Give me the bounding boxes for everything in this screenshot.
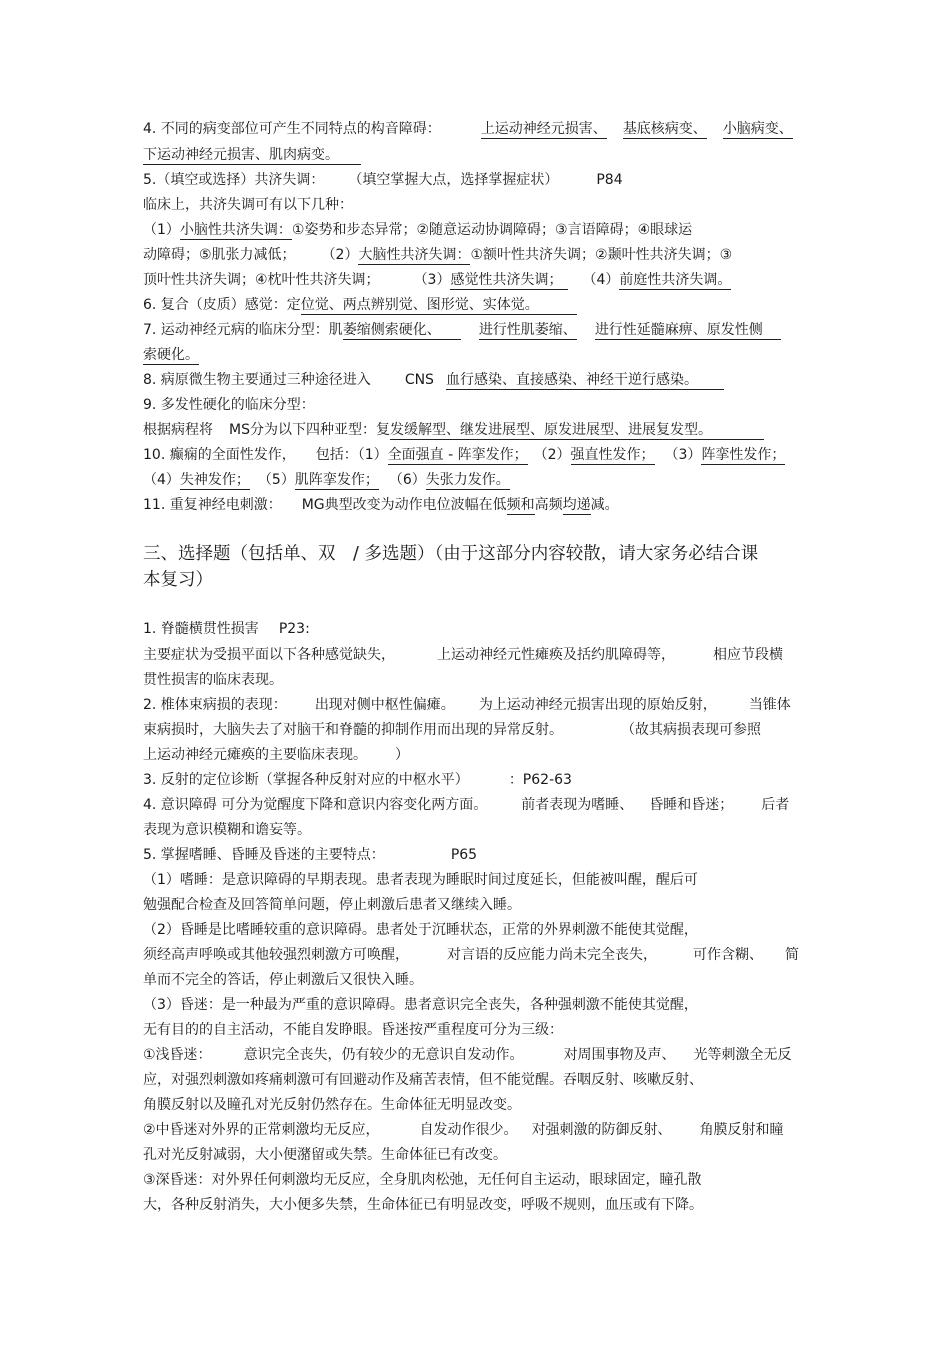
section3-text: ③深昏迷：对外界任何刺激均无反应，全身肌肉松弛，无任何自主运动，眼球固定，瞳孔散 (143, 1172, 702, 1188)
q7-answer-1: 萎缩侧索硬化、 (343, 322, 461, 340)
q6-text: 6. 复合（皮质）感觉：定 (143, 297, 301, 313)
section3-text: 对强刺激的防御反射、 (531, 1122, 672, 1138)
q8-cns: CNS (404, 372, 434, 388)
section3-line (143, 1045, 792, 1065)
q10-num-6: （6） (388, 472, 426, 488)
q9-line2 (143, 420, 764, 440)
q4-answer-1: 上运动神经元损害、 (480, 121, 607, 137)
q5-line5 (143, 270, 731, 290)
q5-line4 (143, 245, 732, 265)
q5-answer-3: 感觉性共济失调； (450, 272, 568, 290)
section3-line (143, 745, 409, 765)
section3-line (143, 820, 311, 840)
q8-line (143, 370, 724, 390)
section3-text: （故其病损表现可参照 (621, 722, 761, 738)
section3-text: 当锥体 (748, 697, 791, 713)
section3-line (143, 645, 783, 665)
section3-text: 勉强配合检查及回答简单问题，停止刺激后患者又继续入睡。 (143, 897, 521, 913)
section3-line (143, 770, 572, 790)
q10-answer-3: 阵挛性发作； (701, 447, 786, 463)
section3-line (143, 795, 789, 815)
section3-text: 孔对光反射减弱，大小便潴留或失禁。生命体征已有改变。 (143, 1147, 507, 1163)
section3-line (143, 1195, 703, 1215)
section3-text: 2. 椎体束病损的表现： (143, 697, 287, 713)
section3-text: 5. 掌握嗜睡、昏睡及昏迷的主要特点： (143, 847, 385, 863)
q10-answer-5: 肌阵挛发作； (294, 472, 379, 488)
q5-num-2: （2） (321, 247, 359, 263)
section3-text: ①浅昏迷： (143, 1047, 212, 1063)
q11-line (143, 495, 619, 515)
section3-text: 简 (785, 947, 799, 963)
section3-text: （2）昏睡是比嗜睡较重的意识障碍。患者处于沉睡状态，正常的外界刺激不能使其觉醒， (143, 922, 698, 938)
q9-line1 (143, 395, 315, 415)
q9-detail-a: 根据病程将 (143, 422, 213, 438)
section3-line (143, 845, 477, 865)
q4-answer-3: 小脑病变、 (722, 121, 793, 137)
section3-text: 光等刺激全无反 (693, 1047, 792, 1063)
section3-text: 须经高声呼唤或其他较强烈刺激方可唤醒， (143, 947, 409, 963)
q5-detail-3: ①额叶性共济失调；②颞叶性共济失调；③ (470, 247, 733, 263)
q5-note: （填空掌握大点，选择掌握症状） (348, 172, 559, 188)
section3-line (143, 995, 698, 1015)
q5-line2 (143, 195, 353, 215)
q4-answer-2: 基底核病变、 (622, 121, 707, 137)
section3-text: 贯性损害的临床表现。 (143, 672, 283, 688)
section3-text: 单而不完全的答话，停止刺激后又很快入睡。 (143, 972, 423, 988)
q5-text: 5.（填空或选择）共济失调： (143, 172, 325, 188)
section3-line (143, 1145, 507, 1165)
section3-text: 出现对侧中枢性偏瘫。 (314, 697, 455, 713)
section3-heading: 三、选择题（包括单、双 / 多选题）（由于这部分内容较散，请大家务必结合课 (143, 544, 759, 564)
section3-text: 自发动作很少。 (419, 1122, 518, 1138)
q10-detail: 包括：（1） (315, 447, 388, 463)
section3-text: 3. 反射的定位诊断（掌握各种反射对应的中枢水平） (143, 772, 469, 788)
section3-text: 上运动神经元瘫痪的主要临床表现。 (143, 747, 367, 763)
section3-line (143, 1170, 702, 1190)
section3-text: P65 (450, 847, 478, 863)
section3-text: ②中昏迷对外界的正常刺激均无反应， (143, 1122, 380, 1138)
section3-text: 表现为意识模糊和谵妄等。 (143, 822, 311, 838)
q9-detail-b: MS分为以下四种亚型：复 (229, 422, 390, 438)
section3-text: 束病损时，大脑失去了对脑干和脊髓的抑制作用而出现的异常反射。 (143, 722, 563, 738)
q10-line1 (143, 445, 785, 465)
section3-text: 1. 脊髓横贯性损害 (143, 621, 259, 637)
section3-text: 4. 意识障碍 可分为觉醒度下降和意识内容变化两方面。 (143, 797, 488, 813)
q5-page-ref: P84 (596, 172, 623, 188)
q10-num-3: （3） (664, 447, 702, 463)
section3-text: 对言语的反应能力尚未完全丧失， (447, 947, 657, 963)
section3-line (143, 1020, 563, 1040)
q7-answer-3: 进行性延髓麻痹、原发性侧 (595, 322, 781, 340)
q11-detail-2: 高频 (534, 497, 563, 513)
section3-line (143, 895, 521, 915)
q5-answer-4: 前庭性共济失调。 (619, 272, 732, 288)
q6-line (143, 295, 577, 315)
section3-text: 相应节段横 (713, 647, 783, 663)
q5-detail-2: 动障碍；⑤肌张力减低； (143, 247, 296, 263)
section3-text: 角膜反射和瞳 (699, 1122, 784, 1138)
q10-answer-1: 全面强直 - 阵挛发作； (387, 447, 528, 463)
q5-line1 (143, 170, 623, 190)
section3-line (143, 1070, 703, 1090)
q10-text: 10. 癫痫的全面性发作， (143, 447, 296, 463)
section3-text: 可作含糊、 (693, 947, 763, 963)
q10-line2 (143, 470, 510, 490)
section3-heading-cont: 本复习） (143, 570, 213, 590)
section3-text: P23: (278, 621, 310, 637)
q7-text: 7. 运动神经元病的临床分型：肌 (143, 322, 343, 338)
q7-answer-4: 索硬化。 (143, 347, 199, 363)
section3-text: ） (395, 747, 409, 763)
q10-num-4: （4） (143, 472, 180, 488)
section3-text: 对周围事物及声、 (563, 1047, 676, 1063)
q5-num-4: （4） (582, 272, 620, 288)
section3-text: 后者 (761, 797, 790, 813)
q5-intro: 临床上，共济失调可有以下几种： (143, 197, 353, 213)
q7-line2 (143, 345, 199, 365)
q4-text: 4. 不同的病变部位可产生不同特点的构音障碍： (143, 121, 441, 137)
section3-line (143, 870, 698, 890)
section3-text: （3）昏迷：是一种最为严重的意识障碍。患者意识完全丧失，各种强刺激不能使其觉醒， (143, 997, 698, 1013)
q4-line2 (143, 145, 361, 165)
q5-answer-2: 大脑性共济失调： (358, 247, 471, 263)
section3-line (143, 720, 761, 740)
q10-num-2: （2） (533, 447, 571, 463)
q10-num-5: （5） (257, 472, 295, 488)
q11-detail-3: 减。 (590, 497, 619, 513)
q10-answer-2: 强直性发作； (570, 447, 655, 463)
section3-text: （1）嗜睡：是意识障碍的早期表现。患者表现为睡眠时间过度延长，但能被叫醒，醒后可 (143, 872, 698, 888)
section3-line (143, 1120, 784, 1140)
section3-heading-line2 (143, 567, 213, 593)
section3-line (143, 920, 698, 940)
q5-num-1: （1） (143, 222, 180, 238)
q5-answer-1: 小脑性共济失调： (179, 222, 292, 238)
q11-text: 11. 重复神经电刺激： (143, 497, 282, 513)
section3-line (143, 1095, 521, 1115)
q8-text: 8. 病原微生物主要通过三种途径进入 (143, 372, 371, 388)
q7-line1 (143, 320, 781, 340)
q4-answer-4: 下运动神经元损害、肌肉病变。 (143, 147, 361, 165)
q5-line3 (143, 220, 692, 240)
section3-text: 应，对强烈刺激如疼痛刺激可有回避动作及痛苦表情，但不能觉醒。吞咽反射、咳嗽反射、 (143, 1072, 703, 1088)
section3-line (143, 619, 310, 639)
section3-text: 意识完全丧失，仍有较少的无意识自发动作。 (243, 1047, 524, 1063)
q10-answer-6: 失张力发作。 (425, 472, 510, 488)
q7-answer-2: 进行性肌萎缩、 (478, 322, 577, 338)
q9-answer: 发缓解型、继发进展型、原发进展型、进展复发型。 (390, 422, 764, 440)
q11-answer-1: 频和 (506, 497, 535, 513)
section3-line (143, 970, 423, 990)
section3-text: 前者表现为嗜睡、 (521, 797, 634, 813)
q11-answer-2: 均递 (562, 497, 591, 513)
section3-text: 无有目的的自主活动，不能自发睁眼。昏迷按严重程度可分为三级： (143, 1022, 563, 1038)
section3-line (143, 695, 791, 715)
section3-text: 角膜反射以及瞳孔对光反射仍然存在。生命体征无明显改变。 (143, 1097, 521, 1113)
q10-answer-4: 失神发作； (179, 472, 250, 488)
q4-line1 (143, 119, 793, 139)
q5-num-3: （3） (413, 272, 451, 288)
section3-text: ：P62-63 (508, 772, 572, 788)
q8-answer: 血行感染、直接感染、神经干逆行感染。 (446, 372, 724, 390)
section3-text: 上运动神经元性瘫痪及括约肌障碍等， (437, 647, 675, 663)
section3-text: 为上运动神经元损害出现的原始反射， (478, 697, 717, 713)
q11-detail: MG典型改变为动作电位波幅在低 (301, 497, 507, 513)
q5-detail-4: 顶叶性共济失调；④枕叶性共济失调； (143, 272, 380, 288)
section3-text: 主要症状为受损平面以下各种感觉缺失， (143, 647, 395, 663)
q9-text: 9. 多发性硬化的临床分型： (143, 397, 315, 413)
section3-line (143, 670, 283, 690)
q5-detail-1: ①姿势和步态异常；②随意运动协调障碍；③言语障碍；④眼球运 (291, 222, 693, 238)
section3-line (143, 945, 799, 965)
section3-heading-line1 (143, 541, 758, 567)
section3-text: 大，各种反射消失，大小便多失禁，生命体征已有明显改变，呼吸不规则，血压或有下降。 (143, 1197, 703, 1213)
q6-answer: 位觉、两点辨别觉、图形觉、实体觉。 (301, 297, 577, 315)
section3-text: 昏睡和昏迷； (649, 797, 734, 813)
